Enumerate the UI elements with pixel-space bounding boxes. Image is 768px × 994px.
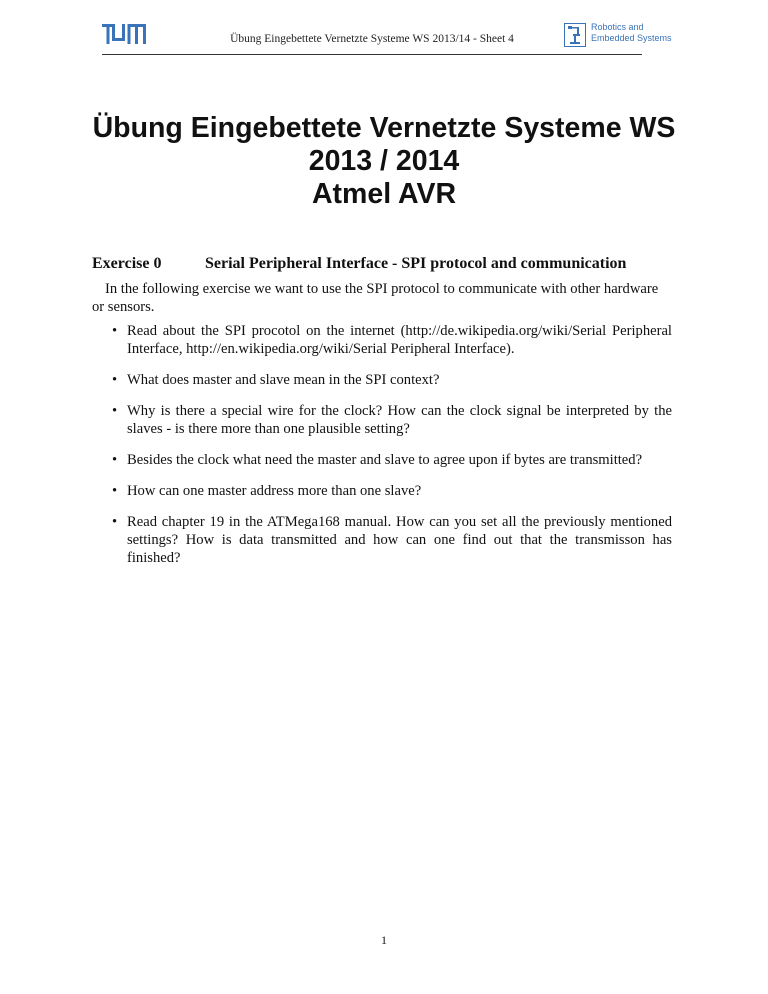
exercise-intro [92,280,675,316]
bullet-icon: • [112,323,118,339]
list-item [112,322,672,358]
list-item [112,513,672,567]
list-item-text: How can one master address more than one slave? [127,483,422,499]
bullet-icon: • [112,403,118,419]
bullet-icon: • [112,483,118,499]
intro-line-2: or sensors. [92,299,155,315]
list-item [112,482,672,500]
intro-line-1: In the following exercise we want to use the SPI protocol to communicate with other hardware [105,281,659,297]
list-item-text: Read about the SPI procotol on the internet (http://de.wikipedia.org/wiki/Serial Peripheral Interface, http://en.wikipedia.org/wiki/Serial Peripheral Interface). [127,323,672,357]
header-title: Übung Eingebettete Vernetzte Systeme WS 2013/14 - Sheet 4 [230,33,514,45]
document-title [80,112,688,211]
title-line-2: 2013 / 2014 [308,145,460,177]
title-line-3: Atmel AVR [311,178,457,210]
list-item [112,371,672,389]
robotics-line2: Embedded Systems [591,33,672,43]
exercise-item-list [112,322,672,580]
robotics-line1: Robotics and [591,22,644,32]
list-item-text: Read chapter 19 in the ATMega168 manual. How can you set all the previously mentioned settings? How is data transmitted and how can one find out that the transmisson has finished? [127,514,672,566]
robot-arm-icon [564,23,586,47]
bullet-icon: • [112,514,118,530]
exercise-heading [92,255,626,273]
list-item [112,402,672,438]
exercise-number: Exercise 0 [92,255,162,272]
robotics-logo [564,21,672,51]
bullet-icon: • [112,452,118,468]
list-item-text: What does master and slave mean in the SPI context? [127,372,440,388]
page-number: 1 [381,933,387,947]
exercise-title: Serial Peripheral Interface - SPI protocol and communication [205,255,627,272]
list-item [112,451,672,469]
bullet-icon: • [112,372,118,388]
robotics-logo-text [591,22,672,44]
page-header [102,20,672,55]
title-line-1: Übung Eingebettete Vernetzte Systeme WS [92,112,676,144]
list-item-text: Why is there a special wire for the clock? How can the clock signal be interpreted by the slaves - is there more than one plausible setting? [127,403,672,437]
list-item-text: Besides the clock what need the master and slave to agree upon if bytes are transmitted? [127,452,643,468]
